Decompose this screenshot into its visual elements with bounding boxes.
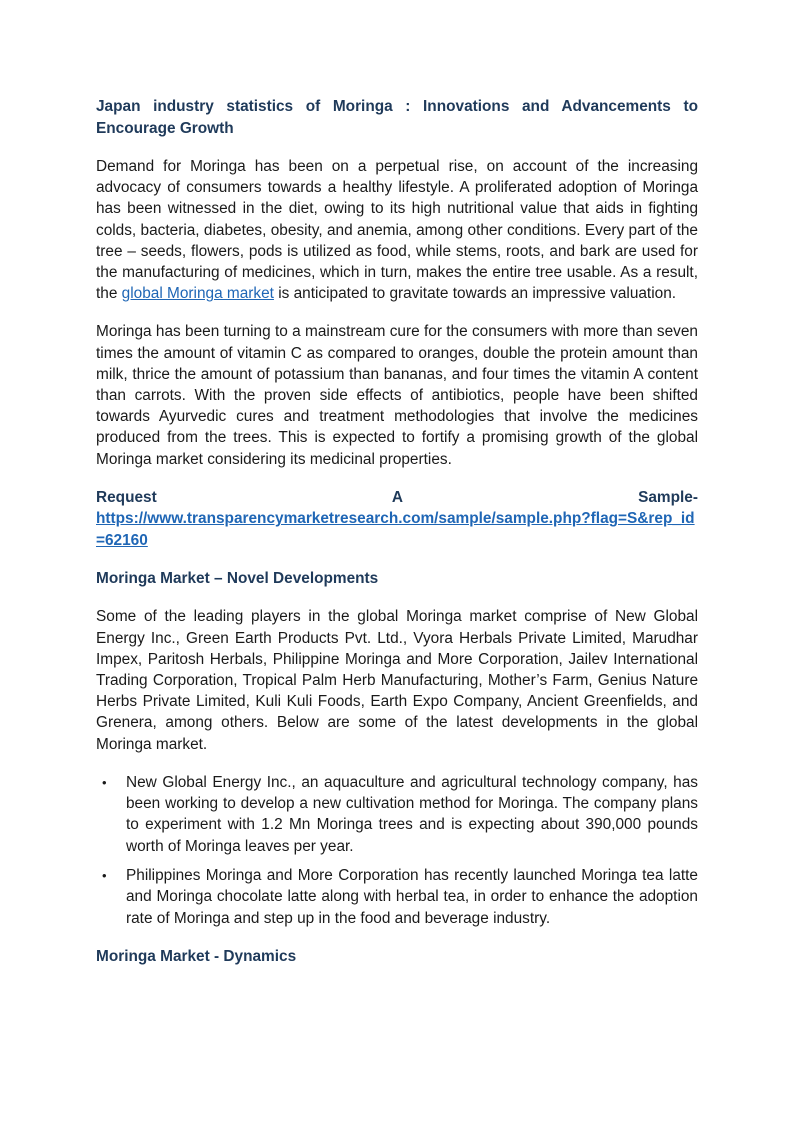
list-item-text: New Global Energy Inc., an aquaculture and agricultural technology company, has been working to develop a new cultivation method for Moringa. The company plans to experiment with 1.2 Mn Moringa trees and is expecting about 390,000 pounds worth of Moringa leaves per year.: [126, 773, 698, 855]
sample-word: Sample-: [638, 488, 698, 506]
list-item: [96, 865, 698, 929]
a-word: A: [391, 488, 403, 506]
leading-players-paragraph: Some of the leading players in the global Moringa market comprise of New Global Energy Inc., Green Earth Products Pvt. Ltd., Vyora Herbals Private Limited, Marudhar Impex, Paritosh Herbals, Philippine Moringa and More Corporation, Jailev International Trading Corporation, Tropical Palm Herb Manufacturing, Mother’s Farm, Genius Nature Herbs Private Limited, Kuli Kuli Foods, Earth Expo Company, Ancient Greenfields, and Grenera, among others. Below are some of the latest developments in the global Moringa market.: [96, 608, 698, 753]
document-title: Japan industry statistics of Moringa : Innovations and Advancements to Encourage Growth: [96, 98, 698, 137]
document-page: [96, 96, 698, 984]
intro-text-before-link: Demand for Moringa has been on a perpetual rise, on account of the increasing advocacy of consumers towards a healthy lifestyle. A proliferated adoption of Moringa has been witnessed in the diet, owing to its high nutritional value that aids in fighting colds, bacteria, diabetes, obesity, and anemia, among other conditions. Every part of the tree – seeds, flowers, pods is utilized as food, while stems, roots, and bark are used for the manufacturing of medicines, which in turn, makes the entire tree usable. As a result, the: [96, 158, 698, 303]
bullet-icon: •: [102, 774, 107, 790]
intro-paragraph: [96, 156, 698, 304]
bullet-icon: •: [102, 867, 107, 883]
request-sample-label: [96, 487, 698, 509]
request-sample-link[interactable]: https://www.transparencymarketresearch.com/sample/sample.php?flag=S&rep_id=62160: [96, 510, 695, 549]
intro-text-after-link: is anticipated to gravitate towards an impressive valuation.: [273, 285, 677, 303]
request-sample-block: [96, 487, 698, 552]
dynamics-heading: Moringa Market - Dynamics: [96, 947, 297, 965]
novel-developments-heading: Moringa Market – Novel Developments: [96, 570, 379, 588]
list-item-text: Philippines Moringa and More Corporation has recently launched Moringa tea latte and Moringa chocolate latte along with herbal tea, in order to enhance the adoption rate of Moringa and step up in the food and beverage industry.: [126, 866, 698, 927]
list-item: [96, 772, 698, 857]
benefits-paragraph: Moringa has been turning to a mainstream cure for the consumers with more than seven times the amount of vitamin C as compared to oranges, double the protein amount than milk, thrice the amount of potassium than bananas, and four times the vitamin A content than carrots. With the proven side effects of antibiotics, people have been shifted towards Ayurvedic cures and treatment methodologies that involve the medicines produced from the trees. This is expected to fortify a promising growth of the global Moringa market considering its medicinal properties.: [96, 323, 698, 468]
global-moringa-market-link[interactable]: global Moringa market: [121, 285, 274, 303]
developments-list: [96, 772, 698, 929]
request-word: Request: [96, 488, 157, 506]
